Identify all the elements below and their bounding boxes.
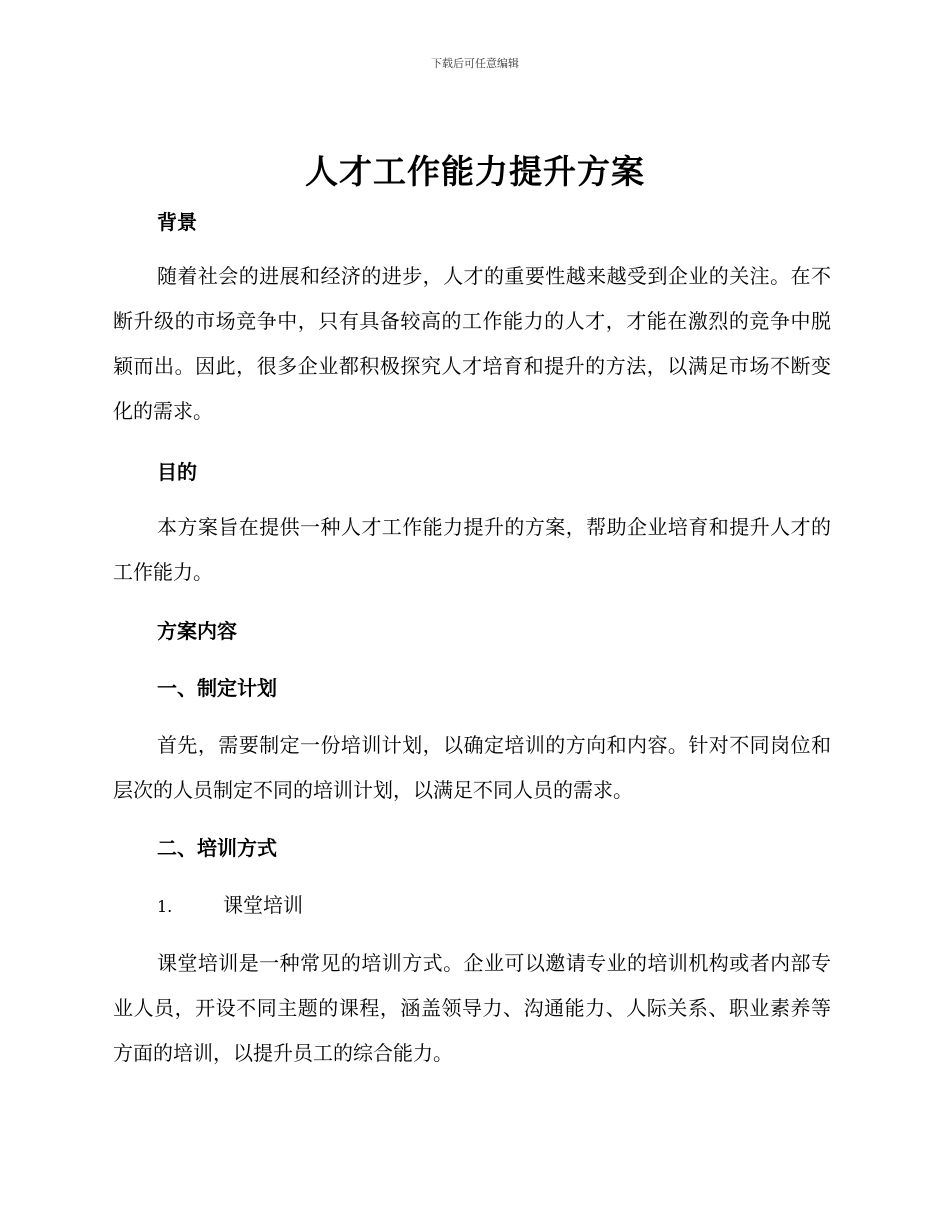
header-note: 下载后可任意编辑: [431, 57, 519, 70]
list-item-number: 1.: [157, 897, 173, 916]
paragraph-classroom-training: 课堂培训是一种常见的培训方式。企业可以邀请专业的培训机构或者内部专业人员，开设不同主题的课程，涵盖领导力、沟通能力、人际关系、职业素养等方面的培训，以提升员工的综合能力。: [113, 951, 831, 1065]
section-heading-background: 背景: [157, 210, 197, 234]
paragraph-purpose: 本方案旨在提供一种人才工作能力提升的方案，帮助企业培育和提升人才的工作能力。: [113, 515, 831, 584]
section-heading-plan: 一、制定计划: [157, 676, 277, 700]
paragraph-background: 随着社会的进展和经济的进步，人才的重要性越来越受到企业的关注。在不断升级的市场竞争中，只有具备较高的工作能力的人才，才能在激烈的竞争中脱颖而出。因此，很多企业都积极探究人才培育和提升的方法，以满足市场不断变化的需求。: [113, 264, 831, 423]
list-item: [157, 891, 303, 921]
section-heading-content: 方案内容: [157, 619, 237, 643]
document-title: 人才工作能力提升方案: [305, 152, 645, 191]
list-item-label: 课堂培训: [223, 893, 303, 917]
section-heading-training: 二、培训方式: [157, 836, 277, 860]
paragraph-plan: 首先，需要制定一份培训计划，以确定培训的方向和内容。针对不同岗位和层次的人员制定不同的培训计划，以满足不同人员的需求。: [113, 733, 831, 802]
section-heading-purpose: 目的: [157, 460, 197, 484]
